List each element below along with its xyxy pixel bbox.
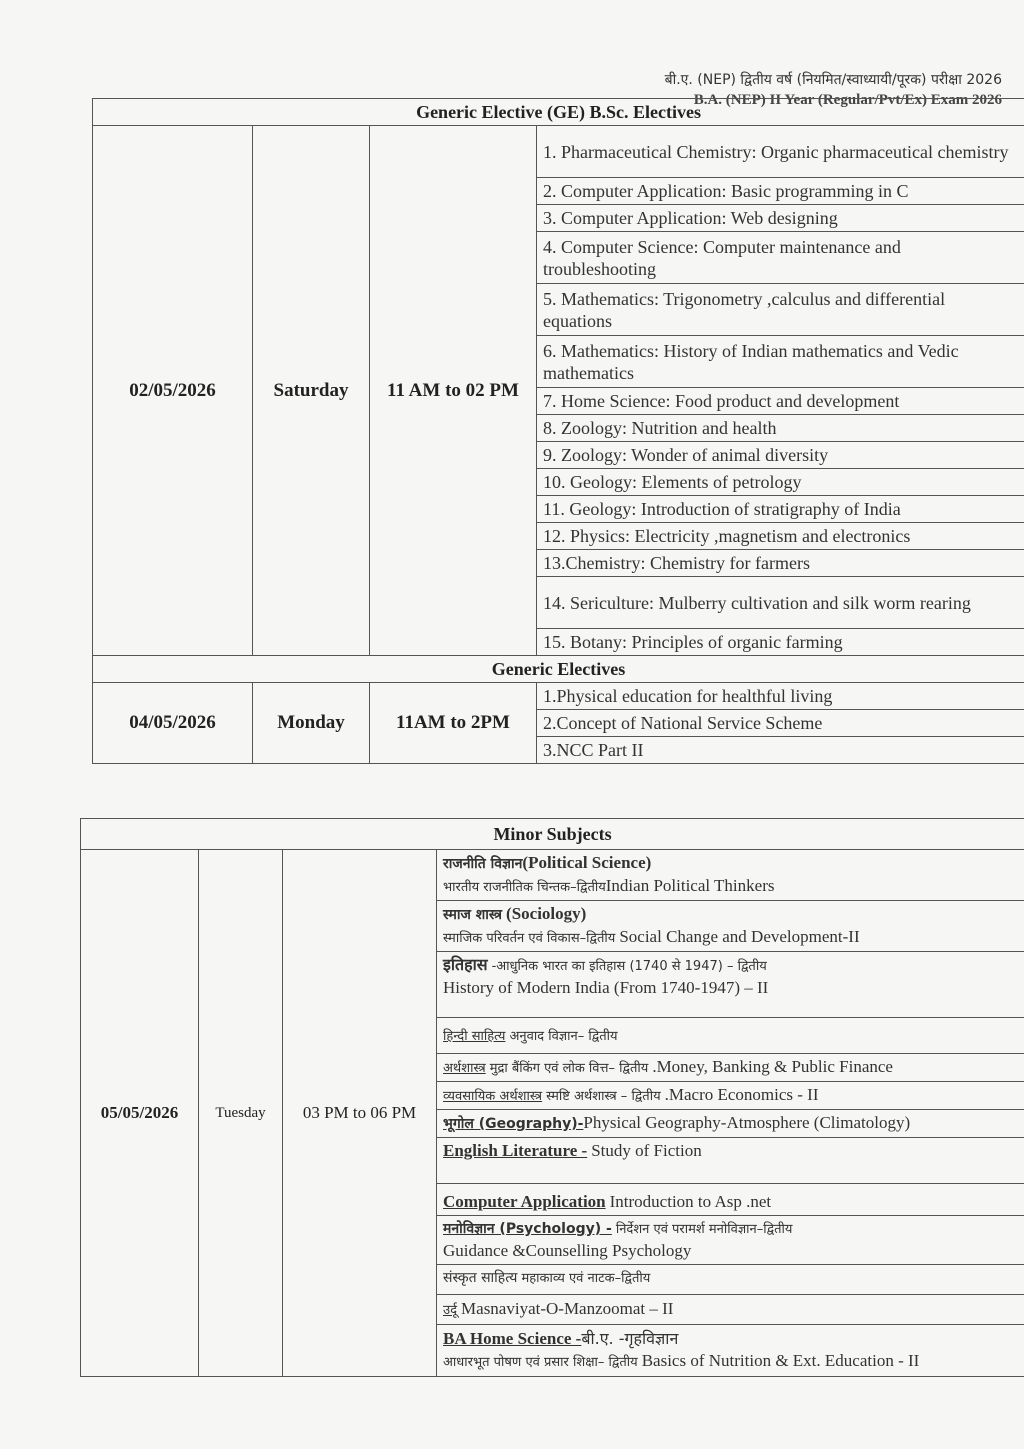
minor-date: 05/05/2026 xyxy=(81,850,199,1377)
ge-bsc-subject: 4. Computer Science: Computer maintenance and troubleshooting xyxy=(537,232,1024,284)
ge-bsc-subject: 2. Computer Application: Basic programming in C xyxy=(537,178,1024,205)
minor-subject-economics: अर्थशास्त्र मुद्रा बैंकिंग एवं लोक वित्त– द्वितीय .Money, Banking & Public Finance xyxy=(437,1054,1024,1082)
minor-subject-home-science: BA Home Science -बी.ए. -गृहविज्ञान आधारभूत पोषण एवं प्रसार शिक्षा– द्वितीय Basics of Nutrition & Ext. Education - II xyxy=(437,1325,1024,1377)
ge-subject: 1.Physical education for healthful living xyxy=(537,683,1024,710)
ge-bsc-subject: 5. Mathematics: Trigonometry ,calculus and differential equations xyxy=(537,284,1024,336)
ge-bsc-subject: 15. Botany: Principles of organic farming xyxy=(537,629,1024,656)
ge-bsc-day: Saturday xyxy=(253,126,370,656)
minor-subject-business-economics: व्यवसायिक अर्थशास्त्र स्मष्टि अर्थशास्त्र – द्वितीय .Macro Economics - II xyxy=(437,1082,1024,1110)
minor-subject-political-science: राजनीति विज्ञान(Political Science) भारतीय राजनीतिक चिन्तक–द्वितीयIndian Political Thinkers xyxy=(437,850,1024,901)
ge-bsc-title: Generic Elective (GE) B.Sc. Electives xyxy=(93,99,1024,126)
minor-title: Minor Subjects xyxy=(81,819,1024,850)
minor-subject-history: इतिहास -आधुनिक भारत का इतिहास (1740 से 1947) – द्वितीय History of Modern India (From 1740-1947) – II xyxy=(437,952,1024,1018)
ge-time: 11AM to 2PM xyxy=(370,683,537,764)
ge-bsc-subject: 9. Zoology: Wonder of animal diversity xyxy=(537,442,1024,469)
ge-bsc-subject: 13.Chemistry: Chemistry for farmers xyxy=(537,550,1024,577)
ge-bsc-date: 02/05/2026 xyxy=(93,126,253,656)
ge-title: Generic Electives xyxy=(93,656,1024,683)
minor-subject-geography: भूगोल (Geography)-Physical Geography-Atmosphere (Climatology) xyxy=(437,1110,1024,1138)
ge-bsc-time: 11 AM to 02 PM xyxy=(370,126,537,656)
ge-bsc-subject: 6. Mathematics: History of Indian mathematics and Vedic mathematics xyxy=(537,336,1024,388)
minor-subject-hindi: हिन्दी साहित्य अनुवाद विज्ञान– द्वितीय xyxy=(437,1018,1024,1054)
minor-table xyxy=(80,818,1024,1377)
ge-bsc-subject: 8. Zoology: Nutrition and health xyxy=(537,415,1024,442)
ge-bsc-subject: 1. Pharmaceutical Chemistry: Organic pharmaceutical chemistry xyxy=(537,126,1024,178)
ge-bsc-subject: 10. Geology: Elements of petrology xyxy=(537,469,1024,496)
minor-subject-urdu: उर्दू Masnaviyat-O-Manzoomat – II xyxy=(437,1295,1024,1325)
ge-subject: 3.NCC Part II xyxy=(537,737,1024,764)
ge-date: 04/05/2026 xyxy=(93,683,253,764)
minor-time: 03 PM to 06 PM xyxy=(283,850,437,1377)
minor-subject-sociology: स्माज शास्त्र (Sociology) स्माजिक परिवर्तन एवं विकास–द्वितीय Social Change and Development-II xyxy=(437,901,1024,952)
header-english: B.A. (NEP) II Year (Regular/Pvt/Ex) Exam 2026 xyxy=(693,92,1002,108)
ge-bsc-subject: 14. Sericulture: Mulberry cultivation and silk worm rearing xyxy=(537,577,1024,629)
ge-day: Monday xyxy=(253,683,370,764)
minor-subject-sanskrit: संस्कृत साहित्य महाकाव्य एवं नाटक–द्वितीय xyxy=(437,1265,1024,1295)
header-hindi: बी.ए. (NEP) द्वितीय वर्ष (नियमित/स्वाध्यायी/पूरक) परीक्षा 2026 xyxy=(664,72,1002,88)
ge-bsc-subject: 7. Home Science: Food product and development xyxy=(537,388,1024,415)
ge-table xyxy=(92,98,1024,764)
minor-subject-psychology: मनोविज्ञान (Psychology) - निर्देशन एवं परामर्श मनोविज्ञान–द्वितीय Guidance &Counselling Psychology xyxy=(437,1216,1024,1265)
ge-bsc-subject: 12. Physics: Electricity ,magnetism and electronics xyxy=(537,523,1024,550)
minor-subject-english-literature: English Literature - Study of Fiction xyxy=(437,1138,1024,1184)
ge-bsc-subject: 11. Geology: Introduction of stratigraphy of India xyxy=(537,496,1024,523)
ge-subject: 2.Concept of National Service Scheme xyxy=(537,710,1024,737)
minor-subject-computer-application: Computer Application Introduction to Asp .net xyxy=(437,1184,1024,1216)
minor-day: Tuesday xyxy=(199,850,283,1377)
ge-bsc-subject: 3. Computer Application: Web designing xyxy=(537,205,1024,232)
